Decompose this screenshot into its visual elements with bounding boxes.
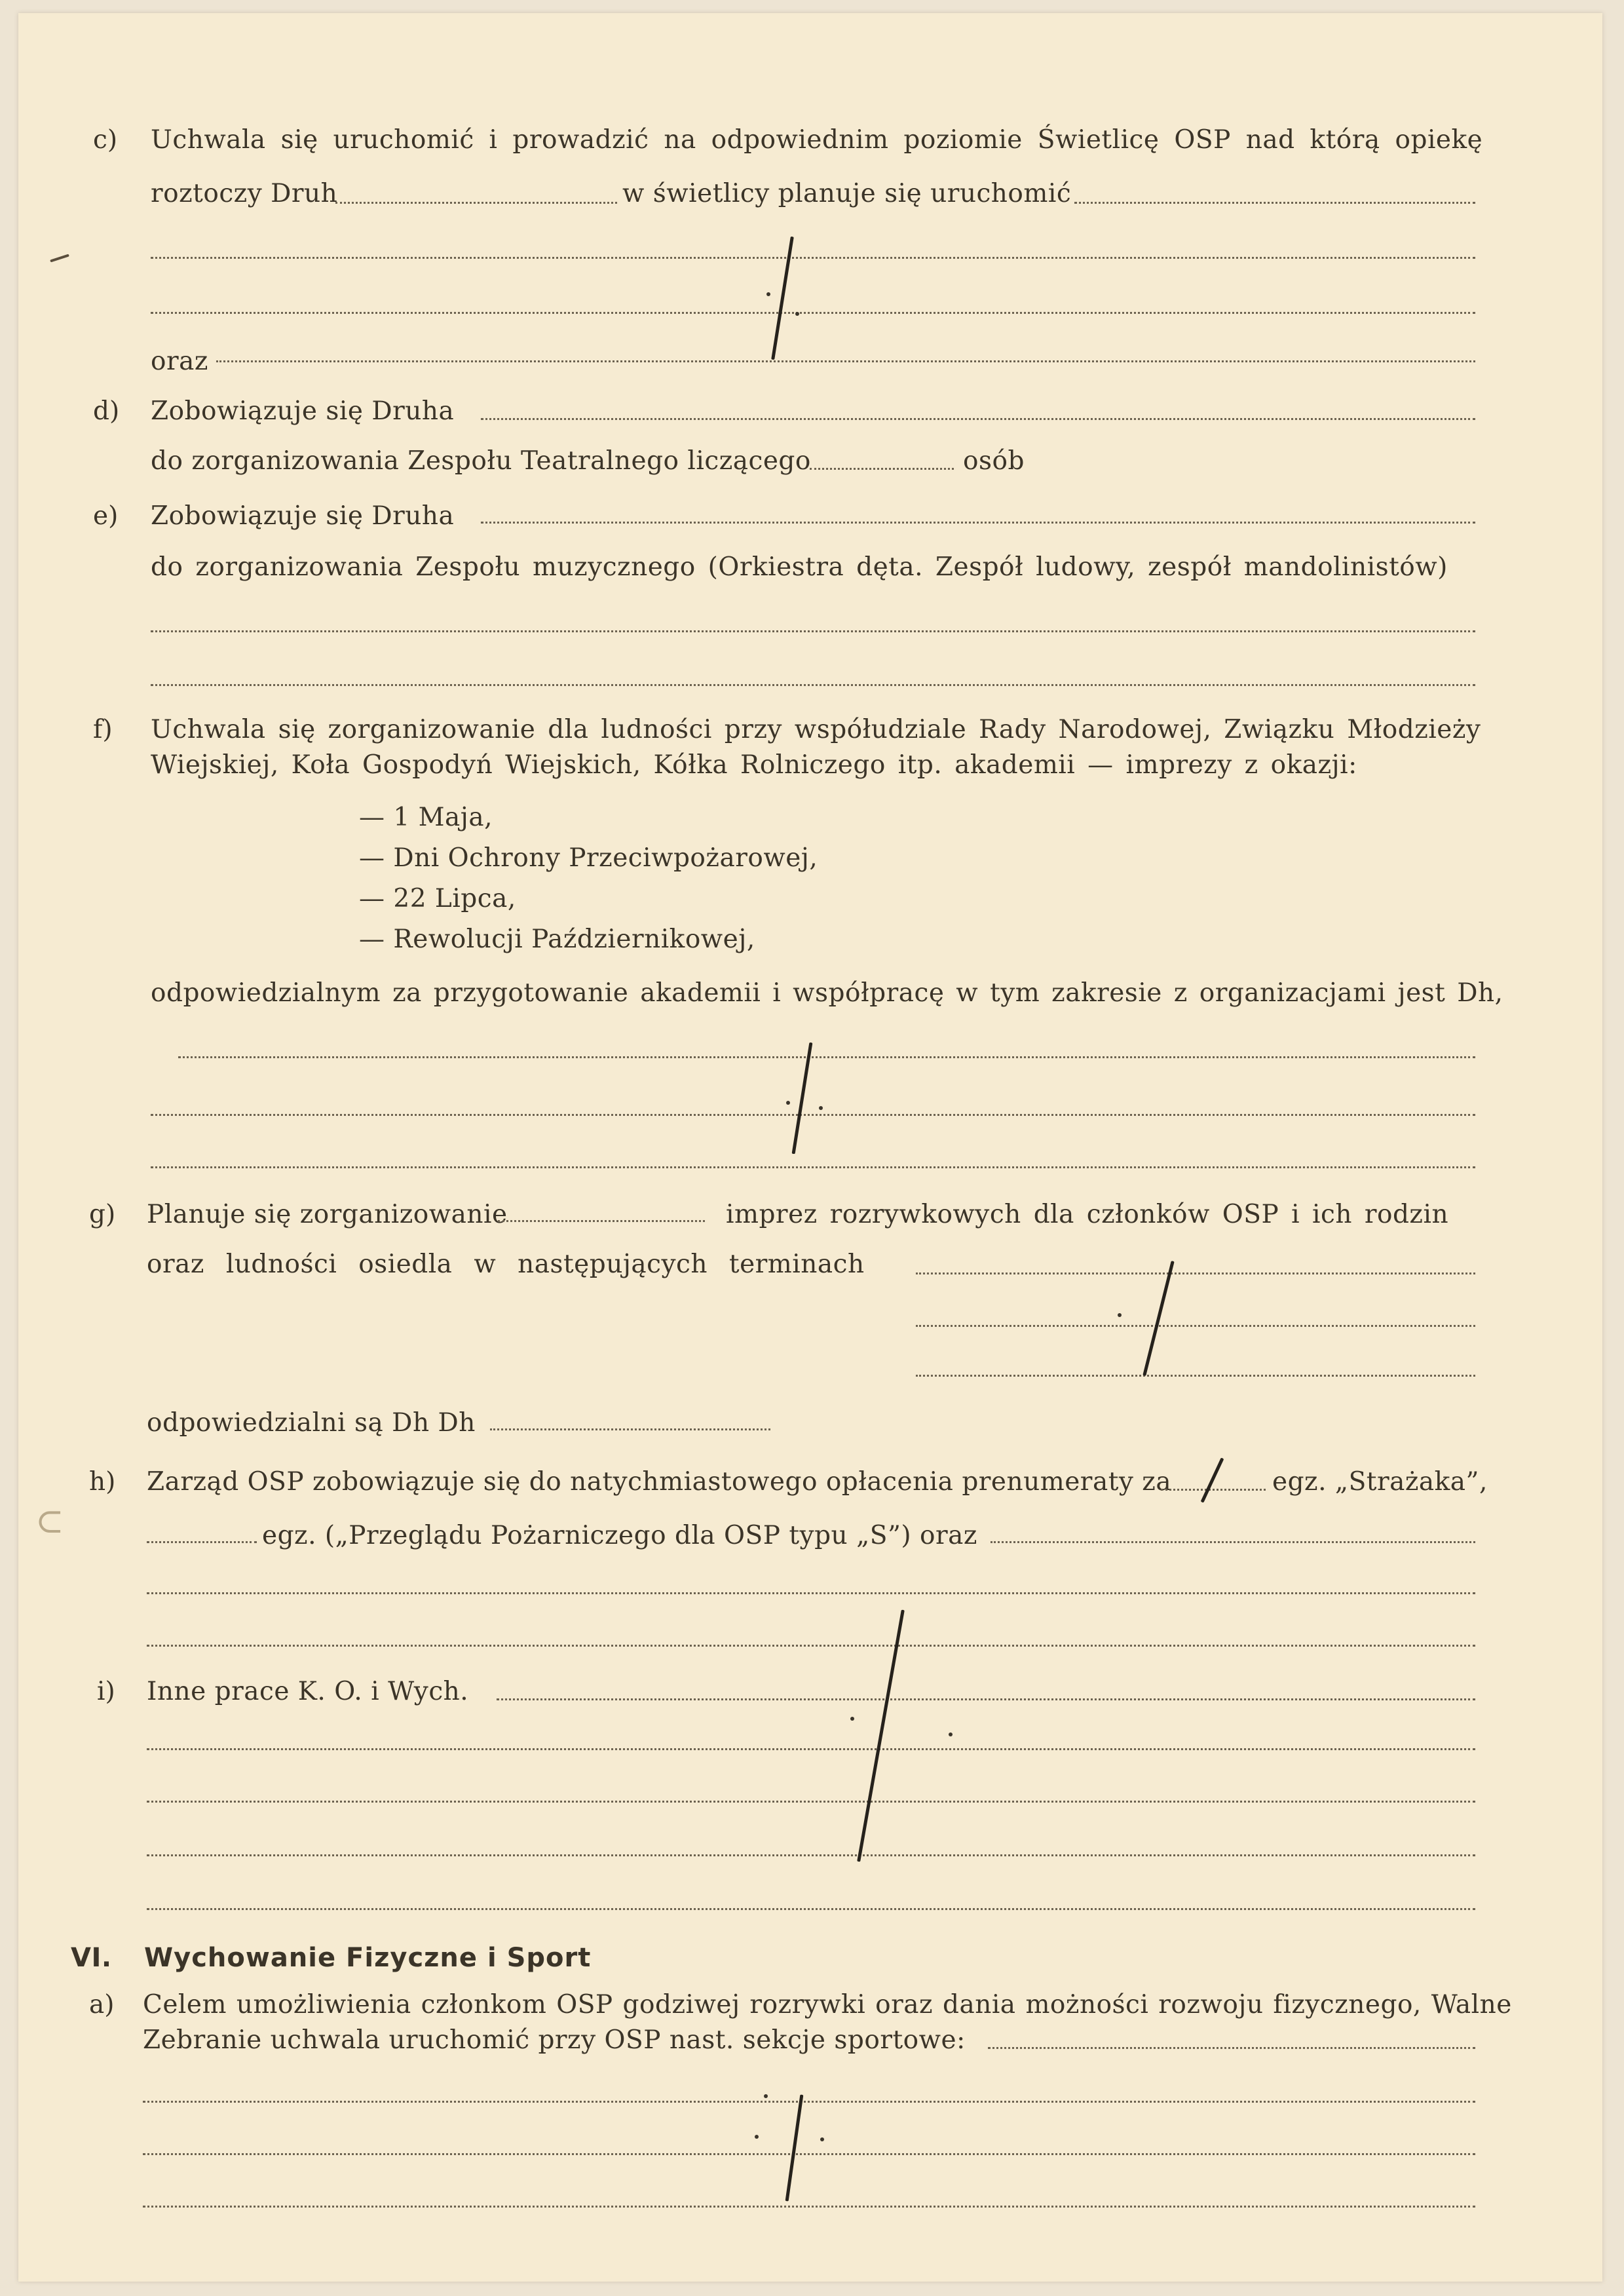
vi-a-line1: Celem umożliwienia członkom OSP godziwej rozrywki oraz dania możności rozwoju fizycznego, Walne [143, 1990, 1512, 2019]
e-line1: Zobowiązuje się Druha [151, 501, 455, 531]
f-blank-line-2[interactable] [151, 1114, 1475, 1116]
f-blank-line-3[interactable] [151, 1166, 1475, 1168]
d-line2-a: do zorganizowania Zespołu Teatralnego liczącego [151, 446, 811, 476]
part-vi-title: Wychowanie Fizyczne i Sport [144, 1943, 592, 1973]
form-page [18, 13, 1602, 2282]
c-blank-line-1[interactable] [151, 257, 1475, 259]
h-line1-a: Zarząd OSP zobowiązuje się do natychmiastowego opłacenia prenumeraty za [147, 1467, 1172, 1497]
label-e: e) [93, 501, 119, 531]
i-fill-line[interactable] [497, 1698, 1475, 1700]
vi-a-line2: Zebranie uchwala uruchomić przy OSP nast. sekcje sportowe: [143, 2025, 966, 2055]
f-responsible: odpowiedzialnym za przygotowanie akademii i współpracę w tym zakresie z organizacjami jest Dh, [151, 978, 1503, 1008]
d-count-fill-line[interactable] [810, 468, 954, 470]
c-blank-line-2[interactable] [151, 312, 1475, 314]
i-line1: Inne prace K. O. i Wych. [147, 1677, 469, 1706]
pen-dot [1118, 1313, 1122, 1317]
pen-dot [850, 1717, 854, 1721]
f-line1: Uchwala się zorganizowanie dla ludności przy współudziale Rady Narodowej, Związku Młodzieży [151, 715, 1481, 744]
pen-dot [949, 1732, 953, 1736]
e-line2: do zorganizowania Zespołu muzycznego (Orkiestra dęta. Zespół ludowy, zespół mandolinistów) [151, 552, 1448, 582]
label-h: h) [89, 1467, 116, 1497]
label-g: g) [89, 1200, 116, 1229]
g-line1-a: Planuje się zorganizowanie [147, 1200, 508, 1229]
h-blank-line-2[interactable] [147, 1645, 1475, 1647]
pen-dot [795, 312, 799, 316]
label-vi-a: a) [89, 1990, 115, 2019]
i-blank-line-1[interactable] [147, 1748, 1475, 1750]
h-przeglad-count-line[interactable] [147, 1541, 257, 1543]
d-line1: Zobowiązuje się Druha [151, 396, 455, 426]
h-line1-b: egz. „Strażaka”, [1272, 1467, 1488, 1497]
g-responsible-fill-line[interactable] [490, 1428, 770, 1430]
pen-dot [820, 2137, 824, 2141]
label-c: c) [93, 125, 118, 155]
pen-dot [764, 2094, 768, 2098]
label-f: f) [93, 715, 113, 744]
c-line2-a: roztoczy Druh [151, 179, 338, 208]
g-dates-line-2[interactable] [916, 1325, 1475, 1327]
i-blank-line-3[interactable] [147, 1854, 1475, 1856]
f-item-1: — 1 Maja, [359, 803, 493, 832]
pen-dot [766, 292, 770, 296]
pen-dot [819, 1106, 823, 1110]
c-oraz: oraz [151, 347, 208, 376]
vi-a-blank-line-1[interactable] [143, 2101, 1475, 2103]
h-oraz-fill-line[interactable] [991, 1541, 1475, 1543]
i-blank-line-4[interactable] [147, 1908, 1475, 1910]
pen-dot [755, 2135, 759, 2139]
e-blank-line-2[interactable] [151, 684, 1475, 686]
g-dates-line-3[interactable] [916, 1375, 1475, 1377]
c-line2-b: w świetlicy planuje się uruchomić [622, 179, 1072, 208]
e-blank-line-1[interactable] [151, 630, 1475, 632]
c-line1: Uchwala się uruchomić i prowadzić na odpowiednim poziomie Świetlicę OSP nad którą opiekę [151, 125, 1483, 155]
h-blank-line-1[interactable] [147, 1592, 1475, 1594]
f-item-3: — 22 Lipca, [359, 884, 516, 913]
g-line2: oraz ludności osiedla w następujących terminach [147, 1250, 865, 1279]
g-dates-line-1[interactable] [916, 1272, 1475, 1274]
f-line2: Wiejskiej, Koła Gospodyń Wiejskich, Kółka Rolniczego itp. akademii — imprezy z okazji: [151, 750, 1357, 780]
vi-a-fill-line[interactable] [988, 2047, 1475, 2049]
h-strazak-count-line[interactable] [1161, 1489, 1266, 1491]
g-count-fill-line[interactable] [498, 1220, 705, 1222]
c-oraz-fill-line[interactable] [216, 360, 1475, 362]
pen-dot [786, 1101, 790, 1105]
c-druh-fill-line[interactable] [335, 202, 617, 204]
i-blank-line-2[interactable] [147, 1801, 1475, 1803]
vi-a-blank-line-3[interactable] [143, 2206, 1475, 2208]
h-line2: egz. („Przeglądu Pożarniczego dla OSP typu „S”) oraz [262, 1521, 977, 1550]
f-blank-line-1[interactable] [178, 1056, 1475, 1058]
part-vi-numeral: VI. [71, 1943, 112, 1973]
label-d: d) [93, 396, 120, 426]
g-responsible: odpowiedzialni są Dh Dh [147, 1408, 476, 1438]
f-item-2: — Dni Ochrony Przeciwpożarowej, [359, 843, 818, 873]
e-druh-fill-line[interactable] [481, 522, 1475, 524]
f-item-4: — Rewolucji Październikowej, [359, 925, 755, 954]
c-plan-fill-line[interactable] [1074, 202, 1475, 204]
margin-faint-mark: ⊂ [35, 1502, 64, 1541]
d-druh-fill-line[interactable] [481, 418, 1475, 420]
g-line1-b: imprez rozrywkowych dla członków OSP i ich rodzin [726, 1200, 1449, 1229]
d-line2-b: osób [963, 446, 1025, 476]
vi-a-blank-line-2[interactable] [143, 2153, 1475, 2155]
label-i: i) [97, 1677, 115, 1706]
